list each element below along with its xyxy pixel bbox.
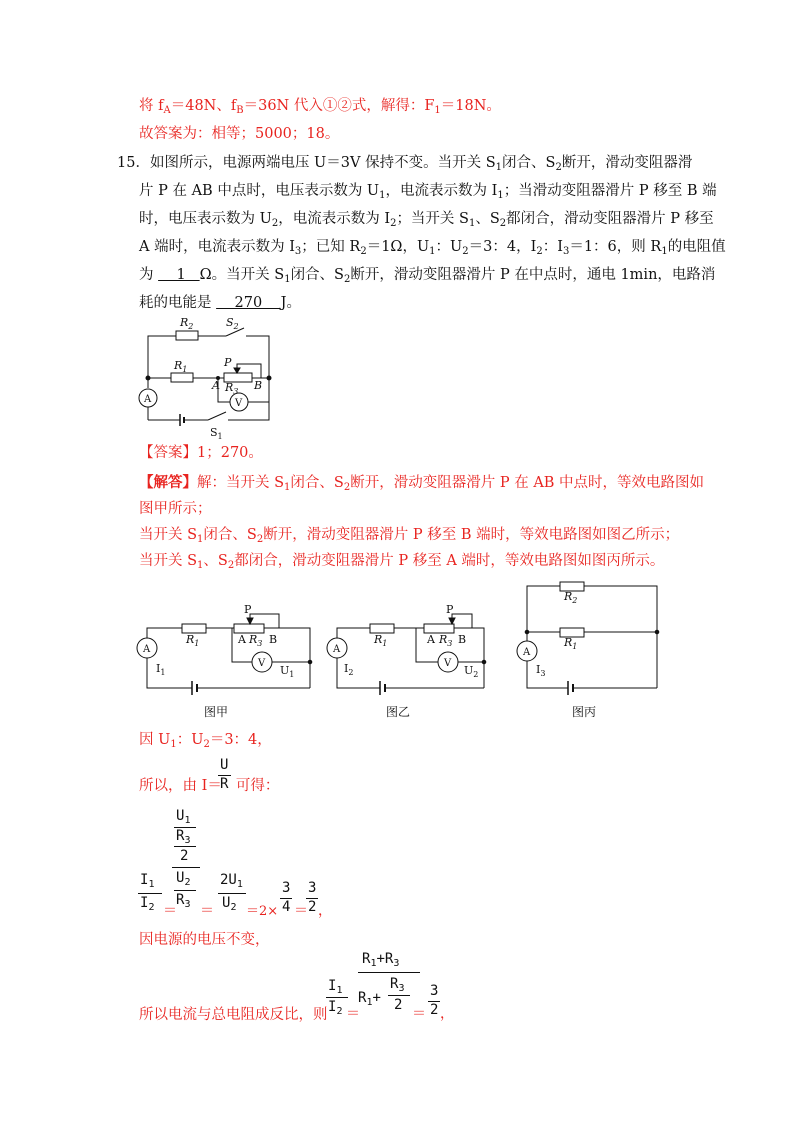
question-15-line-2: 片 P 在 AB 中点时，电压表示数为 $U_1$，电流表示数为 $I_1$；当滑动变阻器滑片 P 移至 B 端 [139, 183, 717, 201]
eq1-u1: $U_1$ [176, 808, 191, 826]
derivation-line-3: 因电源的电压不变， [139, 932, 270, 948]
ohm-law-numerator: U [220, 757, 229, 773]
svg-text:I3: $I_3$ [536, 663, 546, 678]
answer-line: 【答案】1；270。 [139, 445, 263, 461]
document-page: 将 $f_A=48N$、$f_B=36N$ 代入①②式，解得：$F_1=18N$。 故答案为：相等；5000；18。 15．如图所示，电源两端电压 U＝3V 保持不变。当开关 $S_1$闭合、$S_2$断开，滑动变阻器滑 片 P 在 AB 中点时，电压表示数为 $U_1$，电流表示数为 $I_1$；当滑动变阻器滑片 P 移至 B 端 时，电压表示数为 $U_2$，电流表示数为 $I_2$；当开关 $S_1$、$S_2$都闭合，滑动变阻器滑片 P 移至 A 端时，电流表示数为 $I_3$；已知 $R_2=1\Omega$，$U_1$：$U_2=3$：4，$I_2$：$I_3=1$：6，则 $R_1$的电阻值 为 1 Ω。当开关 $S_1$闭合、$S_2$断开，滑动变阻器滑片 P 在中点时，通电 1min，电路消 耗的电能是 270 J。 $R_2$ $S_2$ $R_1$ P A $R_3$ B A V $S_1$ 【答案】1；270。 【解答】解：当开关 $S_1$闭合、$S_2$断开，滑动变阻器滑片 P 在 AB 中点时，等效电路图如 图甲所示； 当开关 $S_1$闭合、$S_2$断开，滑动变阻器滑片 P 移至 B 端时，等效电路图如图乙所示； 当开关 $S_1$、$S_2$都闭合，滑动变阻器滑片 P 移至 A 端时，等效电路图如图丙所示。 $R_1$ P A $R_3$ B A V $I_1$ $U_1$ 图甲 $R_1$ P A $R_3$ B A V $I_2$ $U_2$ 图乙 $R_2$ $R_1$ A $I_3$ 图丙 因 $U_1$：$U_2=3$：4， 所以，由 I＝ 可得： U R $U_1$ $R_3$ 2 $I_1$ $I_2$ ＝ $U_2$ $R_3$ ＝ $2U_1$ $U_2$ ＝2× 3 4 ＝ 3 2 ， 因电源的电压不变， 所以电流与总电阻成反比，则 $I_1$ $I_2$ ＝ $R_1+R_3$ $R_3$ $R_1+$ 2 ＝ 3 2 ， [117, 98, 726, 1023]
analysis-line-2: 图甲所示； [139, 501, 212, 517]
derivation-line-4: 所以电流与总电阻成反比，则 [139, 1007, 328, 1023]
svg-text:R1: $R_1$ [374, 633, 388, 648]
eq2-two: 2 [430, 1002, 439, 1018]
svg-text:S2: $S_2$ [226, 316, 239, 331]
answer-blank-1: 1 [158, 267, 200, 283]
eq1-two: 2 [180, 848, 189, 864]
eq2-i2: $I_2$ [328, 999, 343, 1017]
eq2-numerator: $R_1+R_3$ [362, 951, 400, 969]
answer-summary-line: 故答案为：相等；5000；18。 [139, 126, 340, 142]
eq1-r3: $R_3$ [176, 828, 191, 846]
ohm-law-denominator: R [220, 776, 229, 792]
svg-text:V: V [258, 658, 266, 669]
eq1-2u1: $2U_1$ [220, 872, 243, 890]
eq2-den-r3: $R_3$ [390, 976, 405, 994]
eq1-i1: $I_1$ [140, 872, 155, 890]
analysis-line-1: 【解答】解：当开关 $S_1$闭合、$S_2$断开，滑动变阻器滑片 P 在 AB 中点时，等效电路图如 [139, 474, 705, 493]
eq1-u2b: $U_2$ [222, 895, 237, 913]
svg-text:R3: $R_3$ [439, 633, 453, 648]
analysis-tag: 【解答】 [139, 474, 197, 491]
svg-text:A: A [212, 379, 220, 392]
eq1-three-b: 3 [308, 880, 317, 896]
eq1-u2: $U_2$ [176, 870, 191, 888]
svg-text:R2: $R_2$ [180, 316, 194, 331]
svg-text:A: A [144, 394, 152, 405]
eq2-i1: $I_1$ [328, 978, 343, 996]
figure-caption-jia: 图甲 [204, 705, 229, 719]
eq1-three: 3 [282, 880, 291, 896]
question-15-line-3: 时，电压表示数为 $U_2$，电流表示数为 $I_2$；当开关 $S_1$、$S_2$都闭合，滑动变阻器滑片 P 移至 [139, 211, 714, 229]
eq2-den-two: 2 [394, 997, 403, 1013]
question-15-line-4: A 端时，电流表示数为 $I_3$；已知 $R_2=1\Omega$，$U_1$：$U_2=3$：4，$I_2$：$I_3=1$：6，则 $R_1$的电阻值 [139, 239, 726, 257]
solution-line-1: 将 $f_A=48N$、$f_B=36N$ 代入①②式，解得：$F_1=18N$。 [139, 98, 501, 116]
circuit-figure-yi [324, 604, 504, 719]
svg-text:U2: $U_2$ [464, 664, 479, 679]
svg-text:R3: $R_3$ [249, 633, 263, 648]
question-15-line-6: 耗的电能是 270 J。 [139, 295, 301, 311]
svg-text:R2: $R_2$ [564, 590, 578, 605]
svg-text:P: P [224, 356, 232, 369]
figure-caption-yi: 图乙 [386, 705, 411, 719]
svg-text:A: A [333, 644, 341, 655]
question-number: 15． [117, 155, 150, 171]
analysis-line-3: 当开关 $S_1$闭合、$S_2$断开，滑动变阻器滑片 P 移至 B 端时，等效电路图如图乙所示； [139, 527, 680, 545]
svg-text:A: A [143, 644, 151, 655]
svg-text:I2: $I_2$ [344, 662, 354, 677]
analysis-line-4: 当开关 $S_1$、$S_2$都闭合，滑动变阻器滑片 P 移至 A 端时，等效电路图如图丙所示。 [139, 553, 665, 571]
resistor-r2 [176, 331, 198, 340]
question-15-line-5: 为 1 Ω。当开关 $S_1$闭合、$S_2$断开，滑动变阻器滑片 P 在中点时，通电 1min，电路消 [139, 267, 716, 285]
eq1-two-b: 2 [308, 899, 317, 915]
eq1-four: 4 [282, 899, 291, 915]
circuit-figure-bing [512, 578, 672, 720]
figure-caption-bing: 图丙 [572, 705, 597, 719]
svg-text:P: P [244, 604, 252, 616]
answer-blank-2: 270 [216, 295, 281, 311]
svg-text:R3: $R_3$ [225, 381, 239, 396]
svg-text:B: B [254, 379, 263, 392]
svg-text:P: P [446, 604, 454, 616]
eq2-den-r1: $R_1+$ [358, 990, 381, 1008]
eq1-r3b: $R_3$ [176, 892, 191, 910]
svg-text:A: A [523, 647, 531, 658]
svg-text:A: A [238, 633, 246, 646]
svg-text:S1: $S_1$ [210, 426, 223, 441]
svg-text:U1: $U_1$ [280, 664, 295, 679]
switch-s1 [208, 412, 226, 420]
main-circuit-diagram [136, 312, 286, 442]
svg-text:I1: $I_1$ [156, 662, 166, 677]
derivation-line-2: 所以，由 I＝ 可得： [139, 778, 280, 794]
eq2-three: 3 [430, 983, 439, 999]
svg-text:R1: $R_1$ [564, 636, 578, 651]
svg-text:B: B [269, 633, 278, 646]
derivation-line-1: 因 $U_1$：$U_2=3$：4， [139, 732, 272, 750]
circuit-figure-jia [134, 604, 324, 719]
svg-text:R1: $R_1$ [174, 359, 188, 374]
svg-text:B: B [458, 633, 467, 646]
svg-text:V: V [235, 398, 243, 409]
question-15-line-1: 15．如图所示，电源两端电压 U＝3V 保持不变。当开关 $S_1$闭合、$S_2$断开，滑动变阻器滑 [117, 155, 693, 173]
svg-text:A: A [427, 633, 435, 646]
svg-text:V: V [444, 658, 452, 669]
resistor-r1 [171, 373, 193, 382]
svg-text:R1: $R_1$ [186, 633, 200, 648]
eq1-i2: $I_2$ [140, 895, 155, 913]
